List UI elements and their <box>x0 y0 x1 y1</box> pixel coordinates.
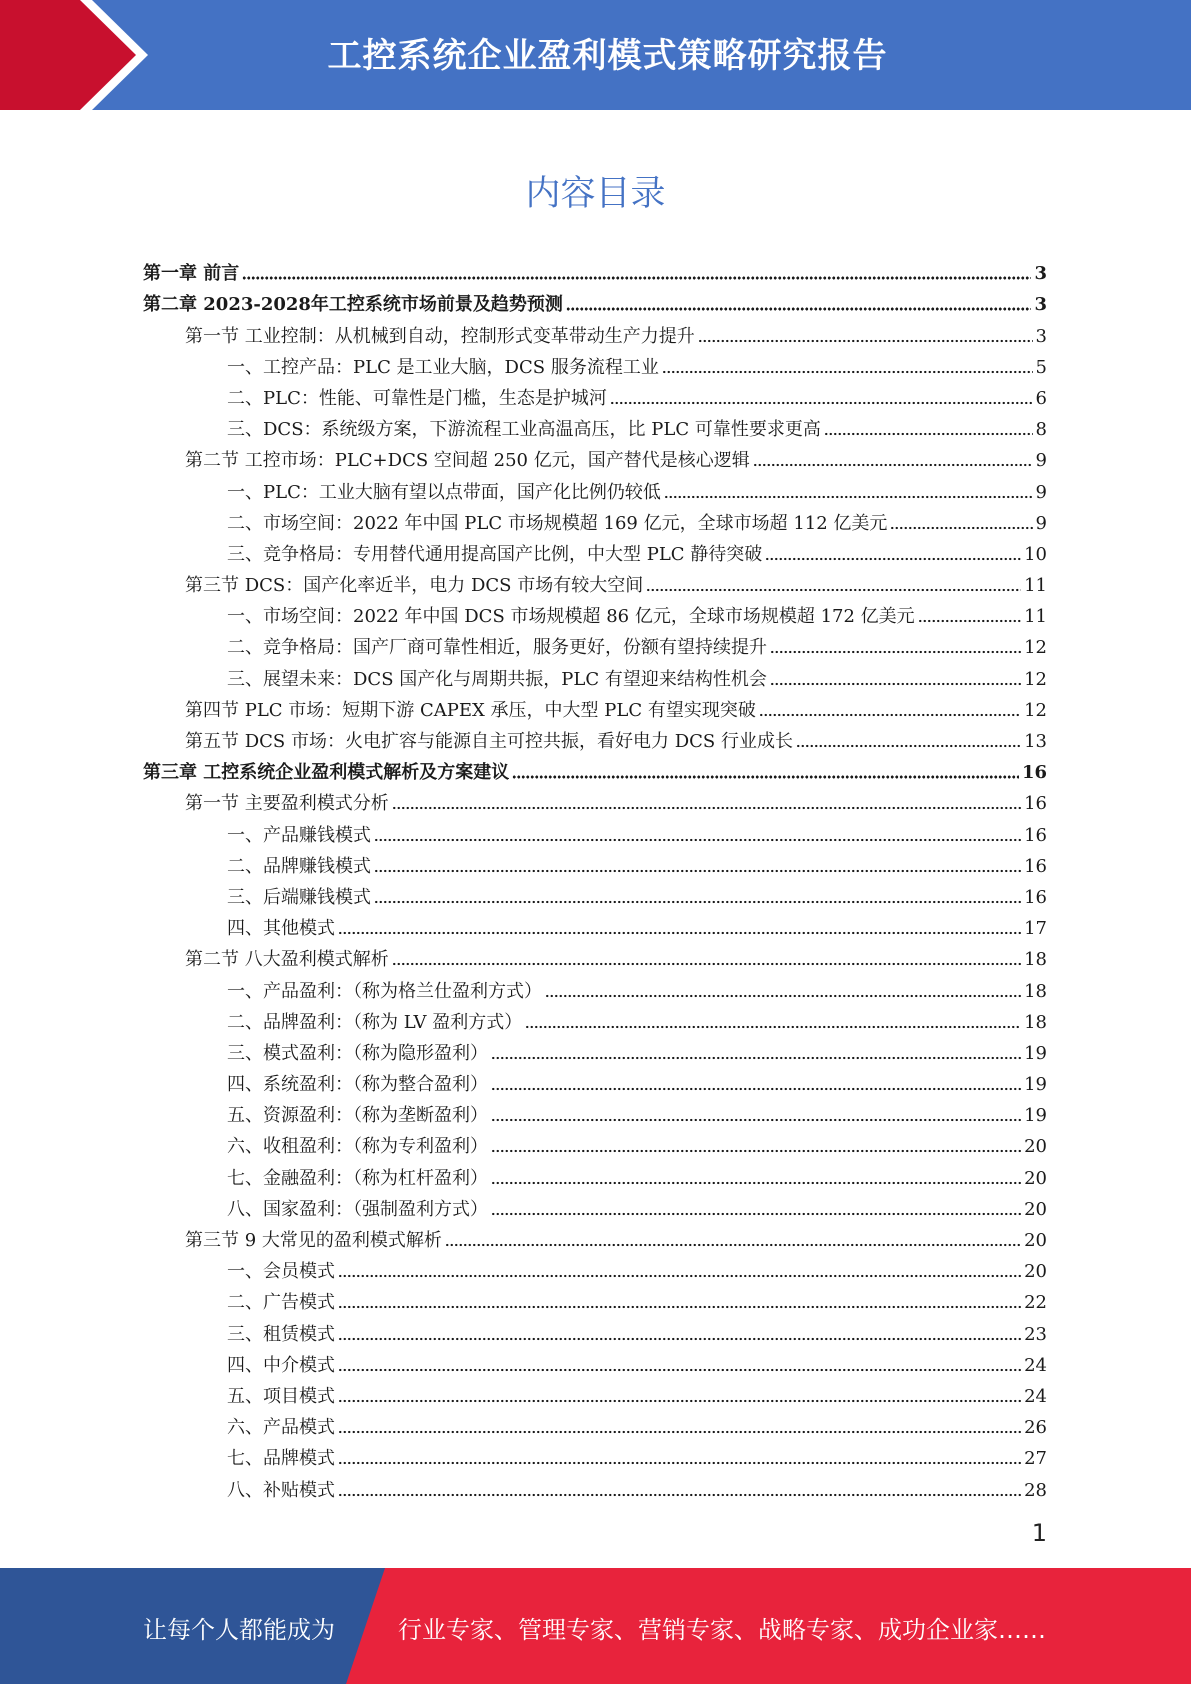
toc-entry[interactable] <box>143 254 1047 285</box>
toc-entry-title: 二、PLC：性能、可靠性是门槛，生态是护城河 <box>227 387 607 409</box>
dot-leader <box>491 1181 1021 1185</box>
dot-leader <box>242 276 1031 280</box>
toc-entry-page: 18 <box>1024 949 1047 971</box>
footer-slogan-right: 行业专家、管理专家、营销专家、战略专家、成功企业家…… <box>398 1616 1046 1644</box>
toc-entry[interactable] <box>143 566 1047 597</box>
dot-leader <box>338 1493 1021 1497</box>
dot-leader <box>610 401 1033 405</box>
dot-leader <box>338 1305 1021 1309</box>
toc-entry-title: 第二节 工控市场：PLC+DCS 空间超 250 亿元，国产替代是核心逻辑 <box>185 450 750 472</box>
toc-entry-page: 12 <box>1024 668 1047 690</box>
toc-entry-title: 第三节 DCS：国产化率近半，电力 DCS 市场有较大空间 <box>185 575 644 597</box>
toc-entry-page: 20 <box>1024 1230 1047 1251</box>
dot-leader <box>512 775 1019 779</box>
toc-entry-title: 四、中介模式 <box>227 1354 335 1376</box>
toc-entry-title: 第四节 PLC 市场：短期下游 CAPEX 承压，中大型 PLC 有望实现突破 <box>185 699 756 721</box>
toc-entry-page: 20 <box>1024 1261 1047 1283</box>
dot-leader <box>445 1243 1021 1247</box>
toc-entry-title: 七、金融盈利：（称为杠杆盈利） <box>227 1167 488 1189</box>
toc-entry[interactable] <box>143 379 1047 410</box>
dot-leader <box>918 619 1021 623</box>
dot-leader <box>890 526 1032 530</box>
toc-entry[interactable] <box>143 940 1047 971</box>
toc-entry-page: 28 <box>1024 1479 1047 1501</box>
toc-entry-title: 二、品牌赚钱模式 <box>227 855 371 877</box>
toc-entry[interactable] <box>143 847 1047 878</box>
toc-entry[interactable] <box>143 909 1047 940</box>
toc-entry[interactable] <box>143 878 1047 909</box>
toc-entry-title: 一、PLC：工业大脑有望以点带面，国产化比例仍较低 <box>227 481 661 503</box>
toc-entry-title: 第五节 DCS 市场：火电扩容与能源自主可控共振，看好电力 DCS 行业成长 <box>185 731 793 752</box>
toc-entry-title: 四、系统盈利：（称为整合盈利） <box>227 1074 488 1096</box>
toc-entry[interactable] <box>143 691 1047 722</box>
toc-entry-page: 20 <box>1024 1167 1047 1189</box>
dot-leader <box>491 1056 1021 1060</box>
dot-leader <box>491 1149 1021 1153</box>
toc-entry[interactable] <box>143 722 1047 753</box>
toc-entry-page: 17 <box>1024 918 1047 940</box>
toc-entry[interactable] <box>143 504 1047 535</box>
toc-entry-page: 16 <box>1024 886 1047 908</box>
toc-entry-page: 26 <box>1024 1417 1047 1439</box>
toc-entry-page: 19 <box>1024 1042 1047 1064</box>
toc-entry-title: 第一节 工业控制：从机械到自动，控制形式变革带动生产力提升 <box>185 325 695 347</box>
toc-entry[interactable] <box>143 472 1047 503</box>
toc-entry-title: 第三章 工控系统企业盈利模式解析及方案建议 <box>143 762 510 784</box>
dot-leader <box>338 1337 1021 1341</box>
table-of-contents <box>143 254 1047 1502</box>
toc-entry-page: 23 <box>1024 1323 1047 1345</box>
toc-entry-page: 3 <box>1035 325 1047 347</box>
toc-entry-page: 16 <box>1024 793 1047 815</box>
dot-leader <box>374 838 1021 842</box>
toc-entry[interactable] <box>143 597 1047 628</box>
toc-entry[interactable] <box>143 659 1047 690</box>
toc-entry-title: 第一节 主要盈利模式分析 <box>185 793 389 815</box>
toc-entry[interactable] <box>143 285 1047 316</box>
toc-entry-page: 6 <box>1035 387 1047 409</box>
footer-slogan-left: 让每个人都能成为 <box>143 1616 335 1644</box>
toc-entry-page: 9 <box>1035 450 1047 472</box>
toc-entry-title: 二、竞争格局：国产厂商可靠性相近，服务更好，份额有望持续提升 <box>227 637 767 659</box>
toc-entry-title: 一、产品盈利：（称为格兰仕盈利方式） <box>227 980 542 1002</box>
footer-band <box>0 1568 1191 1684</box>
toc-entry-title: 一、会员模式 <box>227 1261 335 1283</box>
toc-entry-page: 11 <box>1024 606 1047 628</box>
toc-entry-page: 3 <box>1034 263 1047 285</box>
toc-entry[interactable] <box>143 1283 1047 1314</box>
toc-entry[interactable] <box>143 1470 1047 1501</box>
toc-entry[interactable] <box>143 1408 1047 1439</box>
toc-entry-title: 五、资源盈利：（称为垄断盈利） <box>227 1105 488 1127</box>
dot-leader <box>338 1430 1021 1434</box>
toc-entry-title: 一、市场空间：2022 年中国 DCS 市场规模超 86 亿元，全球市场规模超 172 亿美元 <box>227 606 915 628</box>
toc-entry[interactable] <box>143 971 1047 1002</box>
toc-entry[interactable] <box>143 784 1047 815</box>
toc-entry-title: 第二章 2023-2028年工控系统市场前景及趋势预测 <box>143 294 563 316</box>
dot-leader <box>338 1399 1021 1403</box>
toc-entry-title: 三、模式盈利：（称为隐形盈利） <box>227 1042 488 1064</box>
toc-entry-page: 20 <box>1024 1198 1047 1220</box>
toc-entry-title: 八、补贴模式 <box>227 1479 335 1501</box>
toc-entry[interactable] <box>143 1065 1047 1096</box>
toc-entry-page: 12 <box>1024 699 1047 721</box>
toc-entry[interactable] <box>143 316 1047 347</box>
toc-entry-title: 五、项目模式 <box>227 1385 335 1407</box>
dot-leader <box>770 650 1021 654</box>
toc-entry[interactable] <box>143 1377 1047 1408</box>
toc-entry-page: 9 <box>1035 481 1047 503</box>
toc-entry-title: 四、其他模式 <box>227 918 335 940</box>
toc-entry-page: 5 <box>1035 356 1047 378</box>
toc-entry-title: 三、后端赚钱模式 <box>227 886 371 908</box>
toc-entry-page: 20 <box>1024 1136 1047 1158</box>
toc-entry[interactable] <box>143 410 1047 441</box>
dot-leader <box>374 900 1021 904</box>
header-band <box>0 0 1191 110</box>
toc-heading: 内容目录 <box>525 174 666 214</box>
dot-leader <box>392 962 1021 966</box>
toc-entry[interactable] <box>143 1221 1047 1252</box>
toc-entry[interactable] <box>143 1439 1047 1470</box>
toc-entry-title: 三、租赁模式 <box>227 1323 335 1345</box>
toc-entry-page: 16 <box>1024 824 1047 846</box>
toc-entry[interactable] <box>143 348 1047 379</box>
toc-entry[interactable] <box>143 628 1047 659</box>
toc-entry-title: 第一章 前言 <box>143 263 240 285</box>
toc-entry-title: 三、展望未来：DCS 国产化与周期共振，PLC 有望迎来结构性机会 <box>227 668 767 690</box>
toc-entry-title: 一、工控产品：PLC 是工业大脑，DCS 服务流程工业 <box>227 356 659 378</box>
toc-entry[interactable] <box>143 441 1047 472</box>
toc-entry-title: 八、国家盈利：（强制盈利方式） <box>227 1198 488 1220</box>
toc-entry-title: 第二节 八大盈利模式解析 <box>185 949 389 971</box>
toc-entry-page: 8 <box>1035 419 1047 441</box>
toc-entry-page: 18 <box>1024 1011 1047 1033</box>
toc-entry-title: 二、广告模式 <box>227 1292 335 1314</box>
report-title: 工控系统企业盈利模式策略研究报告 <box>327 36 888 76</box>
dot-leader <box>338 1461 1021 1465</box>
dot-leader <box>765 557 1021 561</box>
toc-entry-page: 19 <box>1024 1074 1047 1096</box>
dot-leader <box>338 1368 1021 1372</box>
dot-leader <box>824 432 1033 436</box>
dot-leader <box>338 931 1021 935</box>
toc-entry-page: 16 <box>1024 855 1047 877</box>
dot-leader <box>698 339 1033 343</box>
toc-entry[interactable] <box>143 1158 1047 1189</box>
dot-leader <box>491 1212 1021 1216</box>
toc-entry[interactable] <box>143 1096 1047 1127</box>
toc-entry[interactable] <box>143 1003 1047 1034</box>
dot-leader <box>770 682 1021 686</box>
toc-entry[interactable] <box>143 1346 1047 1377</box>
toc-entry[interactable] <box>143 1314 1047 1345</box>
toc-entry-page: 12 <box>1024 637 1047 659</box>
dot-leader <box>646 588 1021 592</box>
toc-entry[interactable] <box>143 753 1047 784</box>
toc-entry-page: 13 <box>1024 731 1047 752</box>
toc-entry-page: 19 <box>1024 1105 1047 1127</box>
toc-entry-title: 三、竞争格局：专用替代通用提高国产比例，中大型 PLC 静待突破 <box>227 543 763 565</box>
toc-entry-title: 一、产品赚钱模式 <box>227 824 371 846</box>
toc-entry-title: 二、品牌盈利：（称为 LV 盈利方式） <box>227 1011 523 1033</box>
toc-entry-page: 9 <box>1035 512 1047 534</box>
toc-entry-title: 六、产品模式 <box>227 1417 335 1439</box>
toc-entry[interactable] <box>143 1034 1047 1065</box>
dot-leader <box>491 1087 1021 1091</box>
dot-leader <box>491 1118 1021 1122</box>
dot-leader <box>664 495 1033 499</box>
toc-entry-page: 27 <box>1024 1448 1047 1470</box>
dot-leader <box>662 370 1033 374</box>
dot-leader <box>525 1025 1021 1029</box>
toc-entry[interactable] <box>143 1190 1047 1221</box>
dot-leader <box>566 307 1032 311</box>
dot-leader <box>545 994 1021 998</box>
toc-entry[interactable] <box>143 815 1047 846</box>
toc-entry[interactable] <box>143 1127 1047 1158</box>
toc-entry-page: 10 <box>1024 543 1047 565</box>
toc-entry-page: 18 <box>1024 980 1047 1002</box>
toc-entry-title: 第三节 9 大常见的盈利模式解析 <box>185 1230 442 1251</box>
toc-entry-page: 24 <box>1024 1354 1047 1376</box>
toc-entry-page: 22 <box>1024 1292 1047 1314</box>
dot-leader <box>796 744 1021 748</box>
toc-entry[interactable] <box>143 535 1047 566</box>
toc-entry[interactable] <box>143 1252 1047 1283</box>
toc-entry-page: 24 <box>1024 1385 1047 1407</box>
dot-leader <box>753 463 1033 467</box>
toc-entry-page: 16 <box>1021 762 1047 784</box>
toc-entry-title: 六、收租盈利：（称为专利盈利） <box>227 1136 488 1158</box>
toc-entry-page: 11 <box>1024 575 1047 597</box>
dot-leader <box>392 806 1021 810</box>
dot-leader <box>338 1274 1021 1278</box>
dot-leader <box>759 713 1021 717</box>
toc-entry-title: 二、市场空间：2022 年中国 PLC 市场规模超 169 亿元，全球市场超 112 亿美元 <box>227 512 888 534</box>
toc-entry-page: 3 <box>1034 294 1047 316</box>
toc-entry-title: 三、DCS：系统级方案，下游流程工业高温高压，比 PLC 可靠性要求更高 <box>227 419 821 441</box>
dot-leader <box>374 869 1021 873</box>
toc-entry-title: 七、品牌模式 <box>227 1448 335 1470</box>
page-number: 1 <box>1031 1519 1047 1547</box>
